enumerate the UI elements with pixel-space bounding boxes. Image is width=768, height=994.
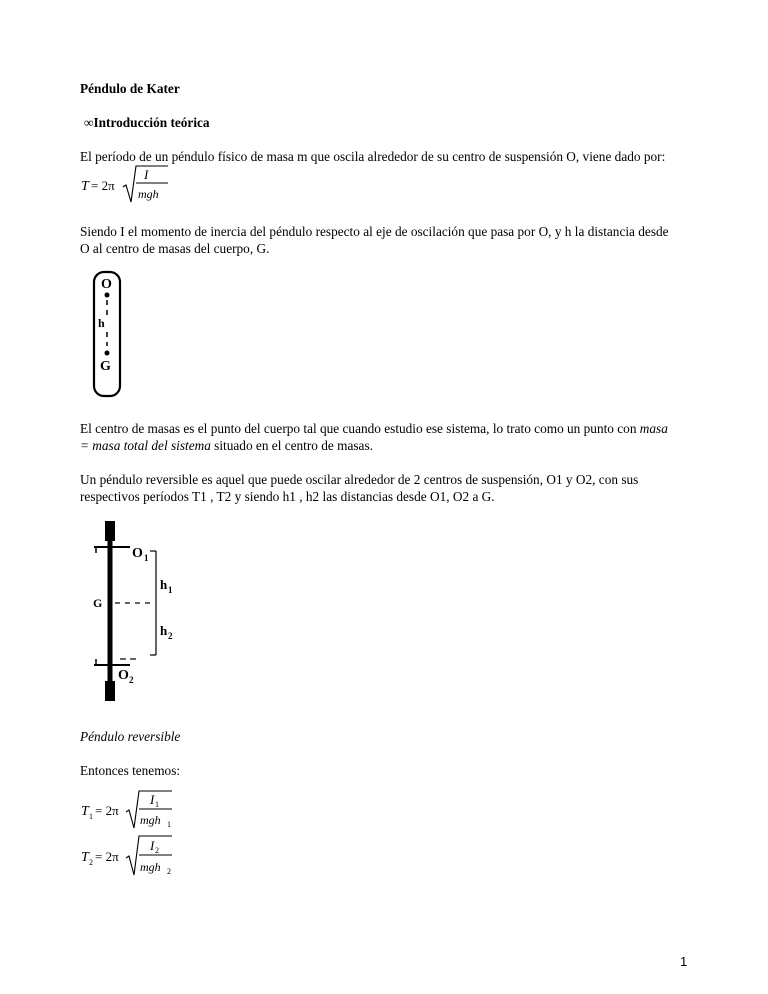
para3-italic-total: = masa total del sistema [80, 438, 211, 453]
fig2-label-g: G [93, 596, 103, 610]
figure-physical-pendulum [92, 270, 126, 400]
formula-t1-denominator: mgh [140, 813, 161, 827]
fig2-label-o1-sub: 1 [144, 553, 149, 563]
para3-text: El centro de masas es el punto del cuerpo tal que cuando estudio ese sistema, lo trato como un punto con [80, 421, 640, 436]
formula-t1-numerator-sub: 1 [155, 800, 159, 809]
formula-t1-lhs-sub: 1 [89, 812, 93, 821]
formula-period-denominator: mgh [138, 187, 159, 201]
document-title: Péndulo de Kater [80, 81, 180, 96]
formula-t1-eq: = 2π [95, 803, 119, 818]
fig1-label-g: G [100, 359, 111, 374]
formula-t2-eq: = 2π [95, 849, 119, 864]
page-number: 1 [680, 954, 688, 969]
formula-t2-denominator: mgh [140, 860, 161, 874]
paragraph-inertia-line2: O al centro de masas del cuerpo, G. [80, 241, 270, 256]
paragraph-center-of-mass-line1 [80, 420, 668, 437]
figure-caption: Péndulo reversible [80, 729, 181, 744]
formula-period-eq: = 2π [91, 178, 115, 193]
paragraph-period-intro: El período de un péndulo físico de masa m que oscila alrededor de su centro de suspensión O, viene dado por: [80, 149, 666, 164]
formula-t2-denominator-sub: 2 [167, 867, 171, 876]
formula-period-t2 [80, 831, 180, 879]
formula-t1-lhs: T [81, 804, 89, 819]
figure-reversible-pendulum [90, 515, 185, 710]
paragraph-reversible-line2: respectivos períodos T1 , T2 y siendo h1 , h2 las distancias desde O1, O2 a G. [80, 489, 495, 504]
formula-t1-denominator-sub: 1 [167, 820, 171, 829]
formula-t2-numerator-sub: 2 [155, 846, 159, 855]
fig2-label-o2: O [118, 668, 129, 683]
formula-period-numerator: I [144, 167, 149, 182]
section-heading: ∞Introducción teórica [84, 115, 210, 130]
paragraph-reversible-line1: Un péndulo reversible es aquel que puede oscilar alrededor de 2 centros de suspensión, O1 y O2, con sus [80, 472, 639, 487]
fig2-label-h2: h [160, 623, 168, 638]
formula-t1-numerator: I [150, 792, 155, 807]
formula-t2-lhs-sub: 2 [89, 858, 93, 867]
formula-period-lhs: T [81, 179, 89, 194]
formula-period-t1 [80, 787, 180, 831]
fig2-label-h1: h [160, 577, 168, 592]
formula-t2-numerator: I [150, 838, 155, 853]
paragraph-center-of-mass-line2 [80, 437, 373, 454]
paragraph-inertia-line1: Siendo I el momento de inercia del péndulo respecto al eje de oscilación que pasa por O, y h la distancia desde [80, 224, 669, 239]
fig1-label-o: O [101, 277, 112, 292]
fig1-label-h: h [98, 316, 105, 330]
fig2-label-h1-sub: 1 [168, 585, 173, 595]
para3-text-end: situado en el centro de masas. [210, 438, 373, 453]
paragraph-then: Entonces tenemos: [80, 763, 181, 778]
para3-italic-masa: masa [639, 421, 668, 436]
formula-t2-lhs: T [81, 850, 89, 865]
fig2-label-o1: O [132, 546, 143, 561]
fig2-label-o2-sub: 2 [129, 675, 134, 685]
formula-period [80, 163, 170, 205]
fig2-label-h2-sub: 2 [168, 631, 173, 641]
